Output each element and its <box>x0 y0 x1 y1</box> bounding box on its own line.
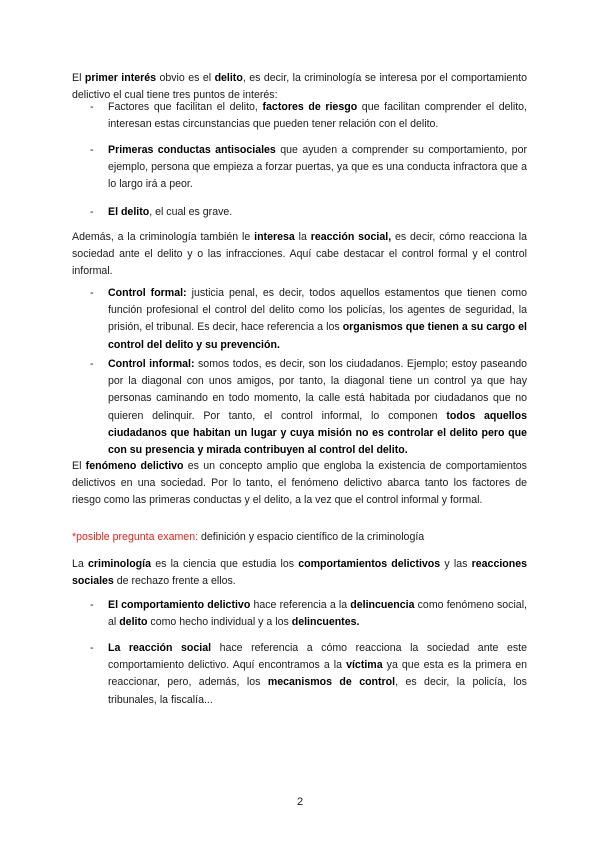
paragraph-reaccion-social: Además, a la criminología también le interesa la reacción social, es decir, cómo reacciona la sociedad ante el delito y o las infracciones. Aquí cabe destacar el control formal y el control informal. <box>72 231 528 278</box>
list-item-control-informal: - Control informal: somos todos, es decir, son los ciudadanos. Ejemplo; estoy paseando por la diagonal con unos amigos, por tanto, la diagonal tiene un control ya que hay personas caminando en todo momento, la calle está habitada por ciudadanos que no quieren delinquir. Por tanto, el control informal, lo componen todos aquellos ciudadanos que habitan un lugar y cuya misión no es controlar el delito pero que con su presencia y mirada contribuyen al control del delito. <box>90 358 528 457</box>
list-item-comportamiento-delictivo: - El comportamiento delictivo hace referencia a la delincuencia como fenómeno social, al delito como hecho individual y a los delincuentes. <box>90 599 527 629</box>
paragraph-primer-interes: El primer interés obvio es el delito, es decir, la criminología se interesa por el comportamiento delictivo el cual tiene tres puntos de interés: <box>72 72 527 102</box>
paragraph-fenomeno-delictivo: El fenómeno delictivo es un concepto amplio que engloba la existencia de comportamientos delictivos en una sociedad. Por lo tanto, el fenómeno delictivo abarca tanto los factores de riesgo como las primeras conductas y el delito, a la vez que el control informal y formal. <box>72 460 527 507</box>
list-item-primeras-conductas: - Primeras conductas antisociales que ayuden a comprender su comportamiento, por ejemplo, persona que empieza a forzar puertas, ya que es una conducta infractora que a lo largo irá a peor. <box>90 144 527 191</box>
list-item-control-formal: - Control formal: justicia penal, es decir, todos aquellos estamentos que tienen como función profesional el control del delito como los policías, los agentes de seguridad, la prisión, el tribunal. Es decir, hace referencia a los organismos que tienen a su cargo el control del delito y su prevención. <box>90 287 527 351</box>
list-item-factores-riesgo: - Factores que facilitan el delito, factores de riesgo que facilitan comprender el delito, interesan estas circunstancias que pueden tener relación con el delito. <box>90 101 527 131</box>
page-number: 2 <box>296 796 304 808</box>
exam-note: *posible pregunta examen: definición y espacio científico de la criminología <box>72 531 425 543</box>
exam-note-label: *posible pregunta examen: <box>72 531 199 543</box>
list-item-el-delito: - El delito, el cual es grave. <box>90 206 233 218</box>
list-item-reaccion-social: - La reacción social hace referencia a cómo reacciona la sociedad ante este comportamiento delictivo. Aquí encontramos a la víctima ya que esta es la primera en reaccionar, pero, además, los mecanismos de control, es decir, la policía, los tribunales, la fiscalía... <box>90 642 528 706</box>
paragraph-criminologia-definicion: La criminología es la ciencia que estudia los comportamientos delictivos y las reacciones sociales de rechazo frente a ellos. <box>72 558 528 588</box>
